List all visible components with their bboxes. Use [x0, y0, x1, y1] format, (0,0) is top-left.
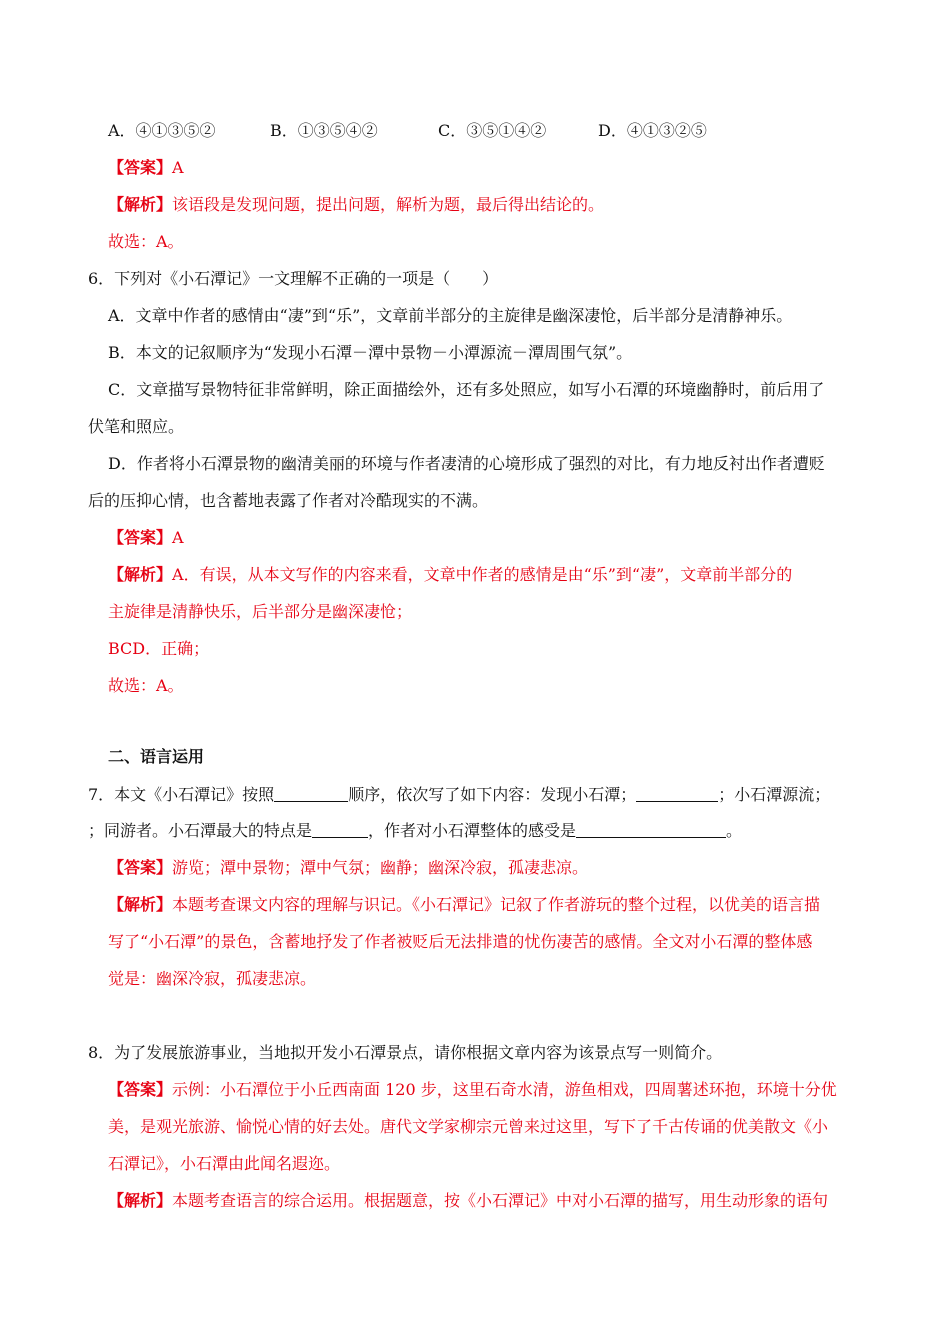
q6-option-c-line2: 伏笔和照应。 [88, 417, 185, 436]
answer-text: 示例：小石潭位于小丘西南面 120 步，这里石奇水清，游鱼相戏，四周薯述环抱，环境十分优 [172, 1080, 837, 1099]
q7-analysis-line3: 觉是：幽深冷寂，孤凄悲凉。 [108, 969, 317, 988]
analysis-text: 本题考查课文内容的理解与识记。《小石潭记》记叙了作者游玩的整个过程，以优美的语言描 [172, 895, 821, 914]
answer-tag: 【答案】 [108, 158, 173, 177]
q7-text-a: 7．本文《小石潭记》按照 [88, 785, 275, 804]
q7-text-d: ；同游者。小石潭最大的特点是 [88, 821, 313, 840]
q8-answer-line3: 石潭记》，小石潭由此闻名遐迩。 [108, 1154, 341, 1173]
q6-option-d-line1: D．作者将小石潭景物的幽清美丽的环境与作者凄清的心境形成了强烈的对比，有力地反衬出作者遭贬 [108, 454, 825, 473]
fill-blank[interactable] [312, 821, 368, 838]
fill-blank[interactable] [274, 785, 348, 802]
q6-answer [108, 527, 184, 549]
q7-text-f: 。 [726, 821, 743, 840]
q8-analysis [108, 1190, 828, 1212]
fill-blank[interactable] [636, 785, 718, 802]
q5-analysis [108, 194, 604, 216]
analysis-text: 该语段是发现问题，提出问题，解析为题，最后得出结论的。 [172, 195, 605, 214]
q6-analysis-line3: BCD．正确； [108, 639, 210, 658]
analysis-tag: 【解析】 [108, 895, 173, 914]
q6-option-a: A．文章中作者的感情由“凄”到“乐”，文章前半部分的主旋律是幽深凄怆，后半部分是清静神乐。 [108, 306, 793, 325]
q5-conclusion: 故选：A。 [108, 232, 184, 251]
answer-tag: 【答案】 [108, 528, 173, 547]
q5-option-a: A．④①③⑤② [108, 121, 216, 140]
q5-option-d: D．④①③②⑤ [598, 121, 707, 140]
q8-answer-line2: 美，是观光旅游、愉悦心情的好去处。唐代文学家柳宗元曾来过这里，写下了千古传诵的优美散文《小 [108, 1117, 829, 1136]
q7-line2 [88, 820, 742, 842]
q7-text-c: ；小石潭源流； [718, 785, 831, 804]
analysis-tag: 【解析】 [108, 195, 173, 214]
q5-options [108, 120, 707, 142]
answer-text: A [172, 158, 184, 177]
q7-analysis [108, 894, 820, 916]
q8-question: 8．为了发展旅游事业，当地拟开发小石潭景点，请你根据文章内容为该景点写一则简介。 [88, 1043, 723, 1062]
q7-line1 [88, 784, 830, 806]
q5-option-b: B．①③⑤④② [270, 121, 378, 140]
analysis-text: A．有误，从本文写作的内容来看，文章中作者的感情是由“乐”到“凄”，文章前半部分的 [172, 565, 793, 584]
q5-option-c: C．③⑤①④② [438, 121, 547, 140]
q6-analysis-line2: 主旋律是清静快乐，后半部分是幽深凄怆； [108, 602, 413, 621]
q6-option-d-line2: 后的压抑心情，也含蓄地表露了作者对冷酷现实的不满。 [88, 491, 489, 510]
q6-analysis [108, 564, 792, 586]
analysis-tag: 【解析】 [108, 565, 173, 584]
q6-option-c-line1: C．文章描写景物特征非常鲜明，除正面描绘外，还有多处照应，如写小石潭的环境幽静时，前后用了 [108, 380, 825, 399]
q7-text-b: 顺序，依次写了如下内容：发现小石潭； [348, 785, 637, 804]
analysis-text: 本题考查语言的综合运用。根据题意，按《小石潭记》中对小石潭的描写，用生动形象的语句 [172, 1191, 829, 1210]
q5-answer [108, 157, 184, 179]
q6-option-b: B．本文的记叙顺序为“发现小石潭－潭中景物－小潭源流－潭周围气氛”。 [108, 343, 633, 362]
section-title: 二、语言运用 [108, 747, 205, 766]
analysis-tag: 【解析】 [108, 1191, 173, 1210]
answer-tag: 【答案】 [108, 858, 173, 877]
q6-question: 6．下列对《小石潭记》一文理解不正确的一项是（ ） [88, 269, 499, 288]
q7-text-e: ，作者对小石潭整体的感受是 [368, 821, 577, 840]
answer-tag: 【答案】 [108, 1080, 173, 1099]
answer-text: 游览；潭中景物；潭中气氛；幽静；幽深冷寂，孤凄悲凉。 [172, 858, 589, 877]
fill-blank[interactable] [576, 821, 726, 838]
q6-conclusion: 故选：A。 [108, 676, 184, 695]
q8-answer [108, 1079, 837, 1101]
q7-analysis-line2: 写了“小石潭”的景色，含蓄地抒发了作者被贬后无法排遣的忧伤凄苦的感情。全文对小石潭的整体感 [108, 932, 813, 951]
q7-answer [108, 857, 588, 879]
answer-text: A [172, 528, 184, 547]
